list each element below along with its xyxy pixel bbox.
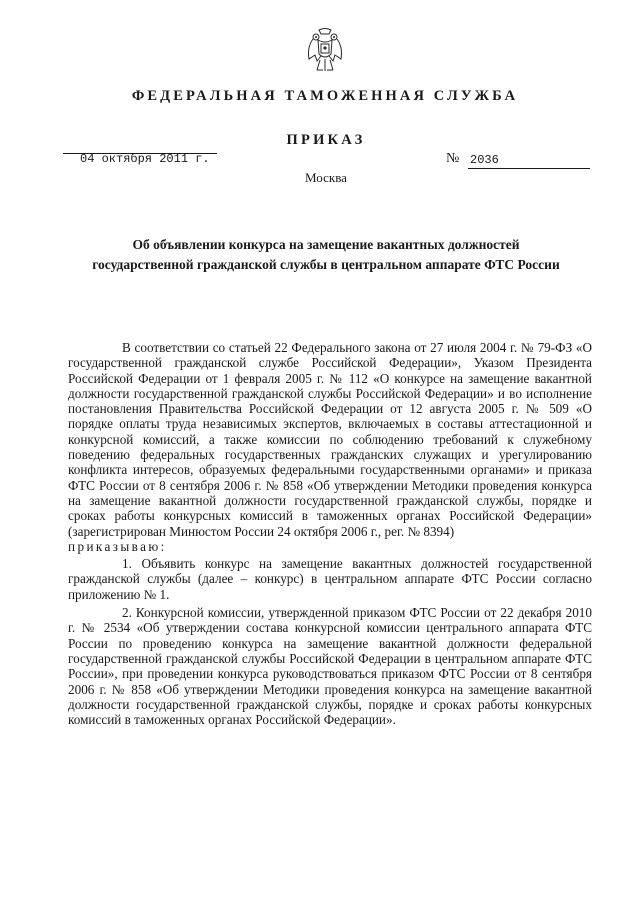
clause-2: 2. Конкурсной комиссии, утвержденной приказом ФТС России от 22 декабря 2010 г. № 2534 «Об утверждении состава конкурсной комиссии центрального аппарата ФТС России по проведению конкурса на замещение вакантной должности федеральной государственной гражданской службы Российской Федерации в центральном аппарате ФТС России», при проведении конкурса руководствоваться приказом ФТС России от 8 сентября 2006 г. № 858 «Об утверждении Методики проведения конкурса на замещение вакантной должности государственной гражданской службы, порядке и сроках работы конкурсных комиссий в таможенных органах Российской Федерации». <box>68 605 592 728</box>
city: Москва <box>305 170 347 185</box>
title-line: государственной гражданской службы в центральном аппарате ФТС России <box>92 257 560 272</box>
agency-name: ФЕДЕРАЛЬНАЯ ТАМОЖЕННАЯ СЛУЖБА <box>131 88 519 104</box>
directive-word: приказываю: <box>68 538 167 554</box>
order-number-label: № <box>446 151 460 166</box>
number-underline <box>468 168 590 169</box>
title-line: Об объявлении конкурса на замещение вакантных должностей <box>132 237 520 252</box>
order-date: 04 октября 2011 г. <box>80 152 210 166</box>
document-type: ПРИКАЗ <box>286 132 366 148</box>
order-body <box>68 340 592 727</box>
date-underline <box>63 153 217 154</box>
preamble-paragraph: В соответствии со статьей 22 Федерального закона от 27 июля 2004 г. № 79-ФЗ «О государственной гражданской службе Российской Федерации», Указом Президента Российской Федерации от 1 февраля 2005 г. № 112 «О конкурсе на замещение вакантной должности государственной гражданской службы Российской Федерации» и во исполнение постановления Правительства Российской Федерации от 12 августа 2005 г. № 509 «О порядке оплаты труда независимых экспертов, включаемых в составы аттестационной и конкурсной комиссий, а также комиссии по соблюдению требований к служебному поведению федеральных государственных гражданских служащих и урегулированию конфликта интересов, образуемых федеральными государственными органами» и приказа ФТС России от 8 сентября 2006 г. № 858 «Об утверждении Методики проведения конкурса на замещение вакантной должности государственной гражданской службы, порядке и сроках работы конкурсных комиссий в таможенных органах Российской Федерации» (зарегистрирован Минюстом России 24 октября 2006 г., рег. № 8394) <box>68 340 592 539</box>
clause-1: 1. Объявить конкурс на замещение вакантных должностей государственной гражданской службы (далее – конкурс) в центральном аппарате ФТС России согласно приложению № 1. <box>68 556 592 602</box>
double-headed-eagle-emblem-icon <box>305 26 345 74</box>
order-number: 2036 <box>470 153 499 167</box>
order-title <box>6 235 640 275</box>
